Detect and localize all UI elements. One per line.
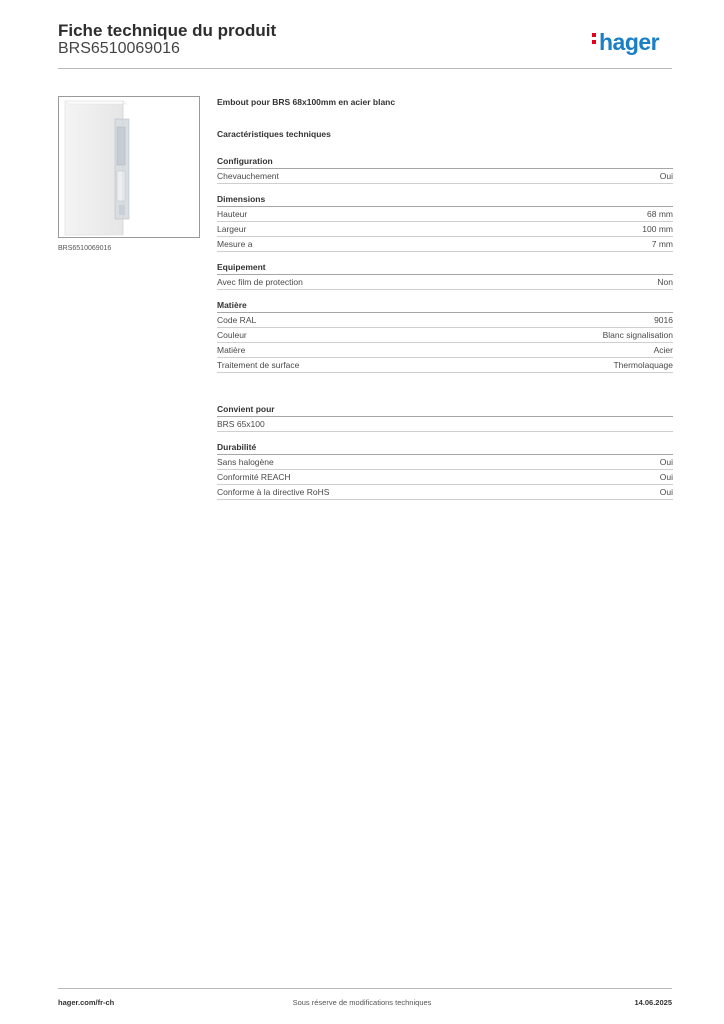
spec-row	[217, 207, 673, 222]
section-title: Configuration	[217, 155, 673, 169]
section-durabilite	[217, 441, 673, 500]
section-title: Equipement	[217, 261, 673, 275]
spec-row	[217, 485, 673, 500]
spec-label: Conformité REACH	[217, 472, 291, 482]
spec-value: Oui	[659, 472, 673, 482]
spec-content	[217, 97, 673, 509]
spec-label: Largeur	[217, 224, 247, 234]
section-equipement	[217, 261, 673, 290]
page-title: Fiche technique du produit	[58, 21, 277, 40]
footer-divider	[58, 988, 672, 989]
spec-row	[217, 275, 673, 290]
footer-website-link[interactable]: hager.com/fr-ch	[58, 998, 115, 1007]
spec-row	[217, 313, 673, 328]
product-description: Embout pour BRS 68x100mm en acier blanc	[217, 97, 396, 107]
section-title: Dimensions	[217, 193, 673, 207]
spec-label: Avec film de protection	[217, 277, 303, 287]
hager-logo	[592, 29, 659, 56]
spec-row	[217, 237, 673, 252]
logo-text: hager	[599, 29, 660, 55]
spec-value: 9016	[654, 315, 673, 325]
section-matiere	[217, 299, 673, 373]
logo-dots-icon	[592, 33, 597, 47]
spec-row	[217, 222, 673, 237]
spec-label: Chevauchement	[217, 171, 279, 181]
section-configuration	[217, 155, 673, 184]
spec-label: Traitement de surface	[217, 360, 300, 370]
spec-value: Thermolaquage	[613, 360, 673, 370]
spec-label: Matière	[217, 345, 246, 355]
header-divider	[58, 68, 672, 69]
spec-label: Sans halogène	[217, 457, 274, 467]
spec-value: Oui	[659, 171, 673, 181]
product-image	[58, 96, 200, 238]
section-dimensions	[217, 193, 673, 252]
spec-value: Oui	[659, 457, 673, 467]
spec-label: Couleur	[217, 330, 247, 340]
spec-value: 7 mm	[651, 239, 673, 249]
footer-date: 14.06.2025	[634, 998, 672, 1007]
spec-value: Non	[657, 277, 673, 287]
spec-value: 68 mm	[647, 209, 673, 219]
spec-row	[217, 358, 673, 373]
spec-label: Code RAL	[217, 315, 257, 325]
spec-label: Conforme à la directive RoHS	[217, 487, 330, 497]
end-cap-illustration-icon	[59, 97, 199, 237]
section-title: Convient pour	[217, 403, 673, 417]
spec-row	[217, 417, 673, 432]
spec-row	[217, 169, 673, 184]
section-title: Durabilité	[217, 441, 673, 455]
spec-value: Acier	[653, 345, 673, 355]
spec-row	[217, 343, 673, 358]
spec-label: Hauteur	[217, 209, 248, 219]
spec-label: BRS 65x100	[217, 419, 265, 429]
tech-characteristics-heading: Caractéristiques techniques	[217, 129, 331, 139]
spec-row	[217, 455, 673, 470]
image-caption: BRS6510069016	[58, 245, 112, 252]
footer-disclaimer: Sous réserve de modifications techniques	[292, 998, 432, 1007]
spec-row	[217, 470, 673, 485]
section-title: Matière	[217, 299, 673, 313]
spec-value: 100 mm	[642, 224, 673, 234]
spec-label: Mesure a	[217, 239, 253, 249]
product-sku: BRS6510069016	[58, 40, 180, 57]
spec-row	[217, 328, 673, 343]
section-convient-pour	[217, 403, 673, 432]
spec-value: Blanc signalisation	[602, 330, 673, 340]
spec-value: Oui	[659, 487, 673, 497]
